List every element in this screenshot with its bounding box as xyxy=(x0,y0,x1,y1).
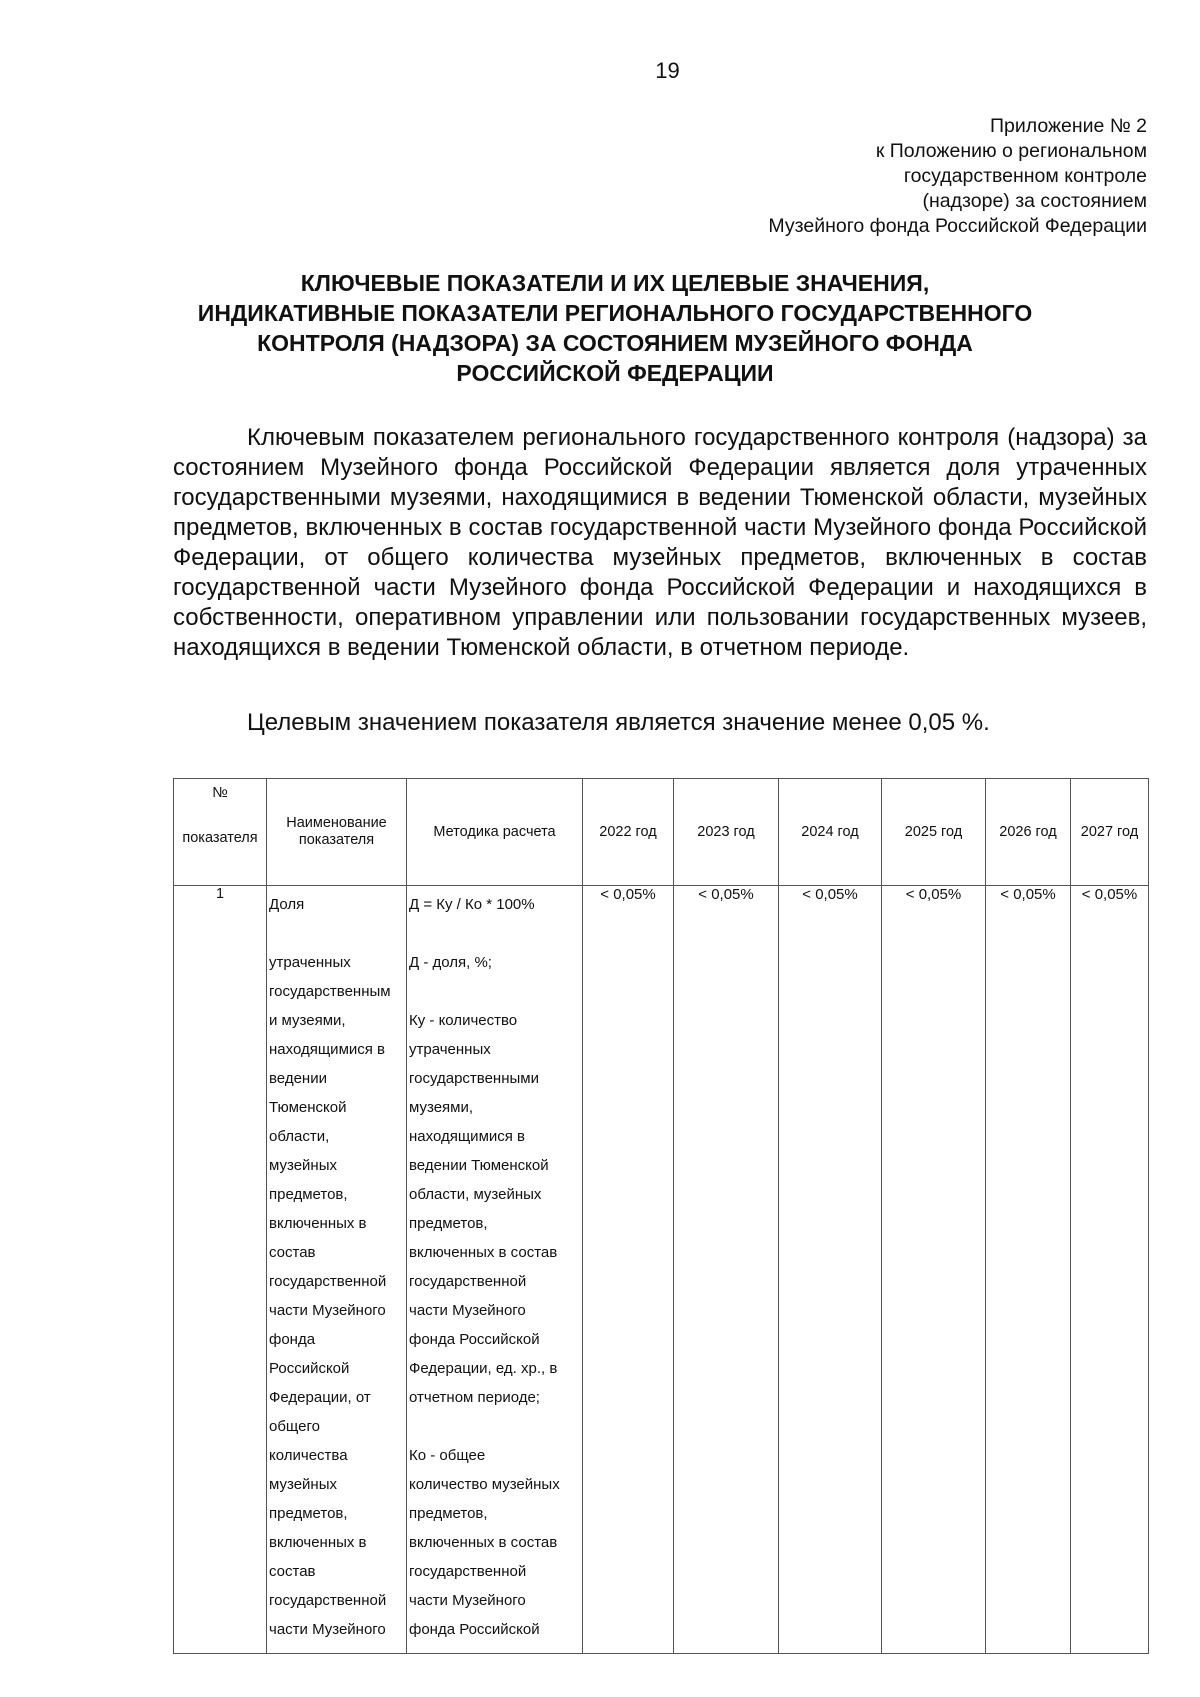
header-method: Методика расчета xyxy=(407,779,583,886)
header-number-label: показателя xyxy=(182,830,258,846)
name-first-line: Доля xyxy=(269,896,305,913)
table-header-row xyxy=(174,779,1149,886)
method-line: отчетном периоде; xyxy=(409,1389,540,1406)
cell-value-2023: < 0,05% xyxy=(674,886,779,1654)
name-line: Федерации, от xyxy=(269,1389,371,1406)
name-line: Российской xyxy=(269,1360,350,1377)
name-line: государственной xyxy=(269,1592,387,1609)
method-line: находящимися в xyxy=(409,1128,526,1145)
target-value-paragraph: Целевым значением показателя является значение менее 0,05 %. xyxy=(247,709,990,736)
cell-name xyxy=(267,886,407,1654)
method-line: включенных в состав xyxy=(409,1244,558,1261)
method-line: государственной xyxy=(409,1563,527,1580)
method-line: включенных в состав xyxy=(409,1534,558,1551)
indicators-table xyxy=(173,778,1149,1654)
key-indicator-paragraph: Ключевым показателем регионального государственного контроля (надзора) за состоянием Музейного фонда Российской Федерации является доля утраченных государственными музеями, находящимися в ведении Тюменской области, музейных предметов, включенных в состав государственной части Музейного фонда Российской Федерации, от общего количества музейных предметов, включенных в состав государственной части Музейного фонда Российской Федерации и находящихся в собственности, оперативном управлении или пользовании государственных музеев, находящихся в ведении Тюменской области, в отчетном периоде. xyxy=(173,424,1147,661)
method-line: государственной xyxy=(409,1273,527,1290)
name-line: состав xyxy=(269,1563,316,1580)
appendix-line: (надзоре) за состоянием xyxy=(922,190,1147,212)
header-name: Наименование показателя xyxy=(267,779,407,886)
name-line: фонда xyxy=(269,1331,316,1348)
name-line: государственной xyxy=(269,1273,387,1290)
method-line: государственными xyxy=(409,1070,539,1087)
appendix-line: государственном контроле xyxy=(903,165,1147,187)
name-line: состав xyxy=(269,1244,316,1261)
page-number: 19 xyxy=(655,58,680,83)
name-line: музейных xyxy=(269,1157,337,1174)
method-line: фонда Российской xyxy=(409,1621,540,1638)
header-number-sign: № xyxy=(212,785,228,801)
method-line: Д - доля, %; xyxy=(409,954,492,971)
method-line: области, музейных xyxy=(409,1186,542,1203)
header-year: 2022 год xyxy=(583,779,674,886)
title-line: КЛЮЧЕВЫЕ ПОКАЗАТЕЛИ И ИХ ЦЕЛЕВЫЕ ЗНАЧЕНИЯ, xyxy=(300,270,930,296)
method-line: фонда Российской xyxy=(409,1331,540,1348)
cell-value-2024: < 0,05% xyxy=(779,886,882,1654)
name-line: и музеями, xyxy=(269,1012,346,1029)
name-line: общего xyxy=(269,1418,320,1435)
name-line: части Музейного xyxy=(269,1621,386,1638)
name-line: ведении xyxy=(269,1070,327,1087)
cell-value-2026: < 0,05% xyxy=(986,886,1071,1654)
method-line: части Музейного xyxy=(409,1592,526,1609)
title-line: ИНДИКАТИВНЫЕ ПОКАЗАТЕЛИ РЕГИОНАЛЬНОГО ГОСУДАРСТВЕННОГО xyxy=(197,300,1033,326)
name-line: включенных в xyxy=(269,1215,367,1232)
name-line: части Музейного xyxy=(269,1302,386,1319)
appendix-block xyxy=(768,114,1147,239)
method-line: утраченных xyxy=(409,1041,491,1058)
title-line: РОССИЙСКОЙ ФЕДЕРАЦИИ xyxy=(456,360,774,386)
name-line: количества xyxy=(269,1447,348,1464)
name-line: государственным xyxy=(269,983,391,1000)
cell-value-2027: < 0,05% xyxy=(1071,886,1149,1654)
name-line: области, xyxy=(269,1128,330,1145)
header-year: 2023 год xyxy=(674,779,779,886)
method-line: Ку - количество xyxy=(409,1012,518,1029)
method-line: предметов, xyxy=(409,1215,488,1232)
method-line: Федерации, ед. хр., в xyxy=(409,1360,558,1377)
method-line: Ко - общее xyxy=(409,1447,486,1464)
name-line: включенных в xyxy=(269,1534,367,1551)
method-line: ведении Тюменской xyxy=(409,1157,549,1174)
header-year: 2026 год xyxy=(986,779,1071,886)
appendix-line: Музейного фонда Российской Федерации xyxy=(768,215,1147,237)
cell-value-2025: < 0,05% xyxy=(882,886,986,1654)
appendix-line: Приложение № 2 xyxy=(990,115,1147,137)
cell-value-2022: < 0,05% xyxy=(583,886,674,1654)
header-year: 2025 год xyxy=(882,779,986,886)
appendix-line: к Положению о региональном xyxy=(875,140,1147,162)
method-line: музеями, xyxy=(409,1099,474,1116)
name-line: предметов, xyxy=(269,1505,348,1522)
header-year: 2027 год xyxy=(1071,779,1149,886)
name-line: Тюменской xyxy=(269,1099,347,1116)
name-line: утраченных xyxy=(269,954,351,971)
name-line: музейных xyxy=(269,1476,337,1493)
header-number xyxy=(174,779,267,886)
method-line: предметов, xyxy=(409,1505,488,1522)
method-line: количество музейных xyxy=(409,1476,560,1493)
cell-method xyxy=(407,886,583,1654)
name-line: предметов, xyxy=(269,1186,348,1203)
name-line: находящимися в xyxy=(269,1041,386,1058)
cell-number: 1 xyxy=(174,886,267,1654)
table-row xyxy=(174,886,1149,1654)
title-line: КОНТРОЛЯ (НАДЗОРА) ЗА СОСТОЯНИЕМ МУЗЕЙНОГО ФОНДА xyxy=(257,330,973,356)
method-line: части Музейного xyxy=(409,1302,526,1319)
document-title xyxy=(155,268,1075,388)
formula: Д = Ку / Ко * 100% xyxy=(409,896,535,913)
header-year: 2024 год xyxy=(779,779,882,886)
